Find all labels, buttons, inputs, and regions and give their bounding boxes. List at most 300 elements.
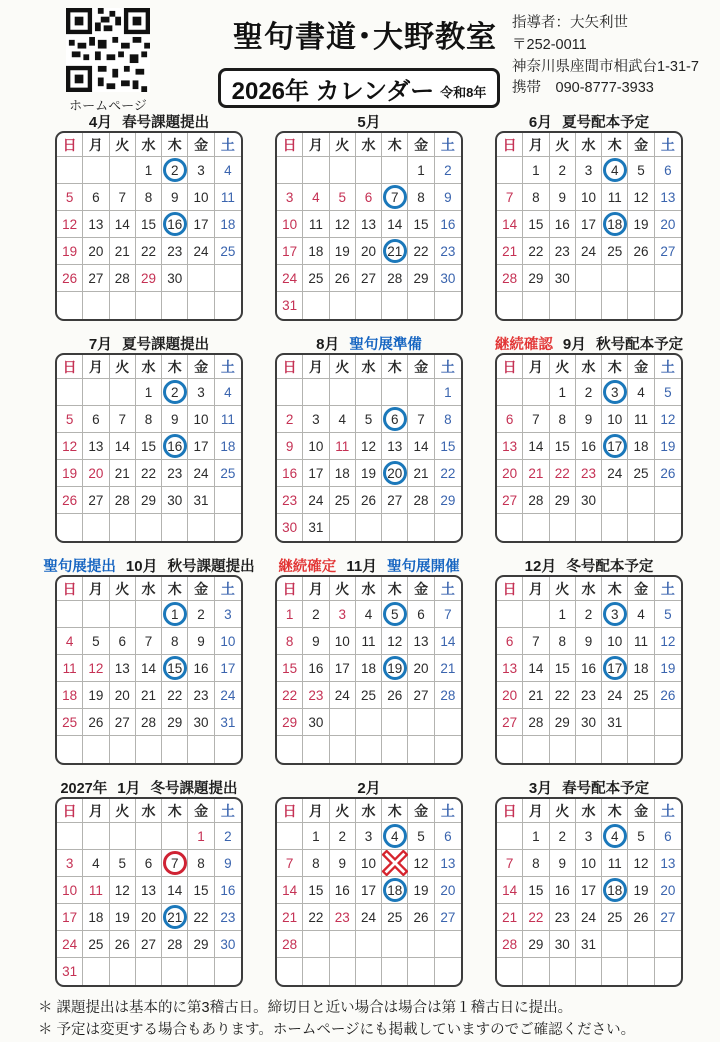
weekday-header: 木 — [602, 577, 628, 601]
calendar-cell — [655, 709, 681, 736]
calendar-cell — [330, 514, 356, 541]
day-number: 7 — [285, 855, 294, 871]
calendar-2027-02 — [275, 797, 463, 987]
calendar-grid — [497, 799, 681, 985]
calendar-cell — [110, 460, 136, 487]
day-number: 28 — [440, 687, 456, 703]
calendar-cell — [330, 958, 356, 985]
day-number: 26 — [62, 270, 78, 286]
weekday-header: 日 — [57, 799, 83, 823]
day-number: 28 — [502, 270, 518, 286]
day-number: 8 — [417, 189, 425, 205]
day-number: 22 — [554, 465, 570, 481]
day-number: 9 — [584, 633, 593, 649]
calendar-cell — [57, 850, 83, 877]
calendar-cell — [330, 460, 356, 487]
calendar-2026-10 — [55, 575, 243, 765]
day-number: 18 — [220, 216, 236, 232]
calendar-cell — [188, 823, 214, 850]
year-box-text: 2026年 カレンダー — [231, 77, 435, 105]
day-number: 20 — [502, 465, 518, 481]
calendar-cell — [576, 292, 602, 319]
calendar-cell — [356, 628, 382, 655]
calendar-cell — [628, 628, 654, 655]
calendar-cell — [497, 460, 523, 487]
day-number: 14 — [114, 216, 130, 232]
calendar-cell — [188, 487, 214, 514]
month-label: 5月 — [357, 114, 381, 131]
calendar-cell — [303, 850, 329, 877]
calendar-cell — [83, 487, 109, 514]
weekday-header: 土 — [215, 355, 241, 379]
day-number: 30 — [308, 714, 324, 730]
weekday-header: 水 — [576, 355, 602, 379]
calendar-cell — [277, 958, 303, 985]
day-number: 2 — [584, 606, 593, 622]
calendar-cell — [356, 850, 382, 877]
day-number: 8 — [144, 411, 153, 427]
calendar-cell — [408, 601, 434, 628]
day-number: 20 — [387, 465, 403, 481]
calendar-cell — [215, 601, 241, 628]
calendar-cell — [382, 823, 408, 850]
day-number: 27 — [114, 714, 130, 730]
day-number: 25 — [62, 714, 78, 730]
day-number: 4 — [224, 384, 232, 400]
calendar-cell — [497, 433, 523, 460]
month-header-2026-07 — [55, 334, 243, 353]
day-number: 8 — [285, 633, 294, 649]
calendar-cell — [435, 850, 461, 877]
calendar-cell — [628, 460, 654, 487]
month-note: 春号課題提出 — [122, 115, 210, 131]
day-number: 30 — [554, 936, 570, 952]
calendar-cell — [602, 709, 628, 736]
day-number: 28 — [114, 492, 130, 508]
month-header-2026-09 — [495, 334, 683, 353]
calendar-cell — [277, 292, 303, 319]
calendar-cell — [550, 460, 576, 487]
calendar-cell — [550, 709, 576, 736]
calendar-cell — [408, 682, 434, 709]
day-number: 29 — [167, 714, 183, 730]
contact-instructor: 指導者：大矢利世 — [512, 15, 628, 31]
day-number: 28 — [282, 936, 298, 952]
day-number: 14 — [413, 438, 429, 454]
calendar-cell — [655, 265, 681, 292]
day-number: 30 — [193, 714, 209, 730]
day-number: 26 — [88, 714, 104, 730]
weekday-header: 土 — [435, 133, 461, 157]
calendar-cell — [83, 433, 109, 460]
calendar-cell — [356, 736, 382, 763]
calendar-cell — [303, 628, 329, 655]
calendar-cell — [382, 514, 408, 541]
day-number: 29 — [193, 936, 209, 952]
calendar-cell — [576, 406, 602, 433]
day-number: 10 — [62, 882, 78, 898]
calendar-cell — [215, 433, 241, 460]
calendar-cell — [303, 184, 329, 211]
calendar-cell — [303, 958, 329, 985]
day-number: 8 — [171, 633, 179, 649]
day-number: 28 — [387, 270, 403, 286]
calendar-cell — [277, 238, 303, 265]
calendar-cell — [83, 292, 109, 319]
calendar-cell — [408, 157, 434, 184]
calendar-cell — [215, 823, 241, 850]
calendar-cell — [435, 379, 461, 406]
weekday-header: 土 — [655, 133, 681, 157]
calendar-cell — [83, 931, 109, 958]
day-number: 15 — [413, 216, 429, 232]
calendar-cell — [330, 736, 356, 763]
calendar-cell — [497, 736, 523, 763]
month-2026-09 — [495, 334, 683, 543]
calendar-cell — [330, 904, 356, 931]
day-number: 11 — [361, 633, 376, 649]
weekday-header: 土 — [435, 577, 461, 601]
calendar-cell — [330, 157, 356, 184]
day-number: 12 — [660, 411, 676, 427]
calendar-cell — [550, 877, 576, 904]
calendar-cell — [162, 406, 188, 433]
calendar-cell — [330, 823, 356, 850]
day-number: 28 — [140, 714, 156, 730]
calendar-cell — [57, 682, 83, 709]
calendar-cell — [83, 958, 109, 985]
day-number: 4 — [92, 855, 100, 871]
calendar-cell — [408, 823, 434, 850]
calendar-cell — [277, 514, 303, 541]
calendar-2026-07 — [55, 353, 243, 543]
day-number: 21 — [282, 909, 298, 925]
day-number: 31 — [62, 964, 78, 979]
calendar-cell — [57, 655, 83, 682]
day-number: 17 — [308, 465, 324, 481]
calendar-cell — [162, 904, 188, 931]
calendar-cell — [602, 850, 628, 877]
calendar-cell — [576, 904, 602, 931]
calendar-cell — [408, 211, 434, 238]
calendar-cell — [576, 931, 602, 958]
calendar-cell — [136, 628, 162, 655]
day-number: 17 — [607, 660, 623, 676]
day-number: 31 — [220, 714, 236, 730]
calendar-cell — [523, 709, 549, 736]
qr-code — [66, 8, 150, 92]
day-number: 18 — [334, 465, 350, 481]
calendar-cell — [655, 379, 681, 406]
day-number: 20 — [660, 882, 676, 898]
calendar-cell — [435, 655, 461, 682]
calendar-cell — [136, 877, 162, 904]
day-number: 11 — [335, 438, 350, 454]
day-number: 30 — [167, 492, 183, 508]
day-number: 16 — [554, 882, 570, 898]
day-number: 13 — [660, 189, 676, 205]
calendar-cell — [330, 628, 356, 655]
calendar-cell — [628, 877, 654, 904]
day-number: 7 — [118, 411, 126, 427]
month-note: 聖句展準備 — [349, 337, 422, 353]
calendar-cell — [655, 655, 681, 682]
calendar-cell — [136, 433, 162, 460]
day-number: 19 — [114, 909, 130, 925]
day-number: 3 — [611, 384, 619, 400]
day-number: 3 — [197, 162, 205, 178]
calendar-cell — [382, 265, 408, 292]
weekday-header: 水 — [576, 133, 602, 157]
day-number: 2 — [285, 411, 294, 427]
calendar-cell — [57, 379, 83, 406]
calendar-cell — [655, 958, 681, 985]
day-number: 29 — [440, 492, 456, 508]
calendar-cell — [136, 736, 162, 763]
day-number: 19 — [660, 438, 676, 454]
day-number: 29 — [554, 714, 570, 730]
calendar-cell — [277, 850, 303, 877]
day-number: 23 — [167, 243, 183, 259]
calendar-cell — [110, 682, 136, 709]
calendar-grid — [497, 355, 681, 541]
day-number: 13 — [413, 633, 429, 649]
day-number: 22 — [308, 909, 324, 925]
calendar-cell — [356, 292, 382, 319]
calendar-cell — [497, 514, 523, 541]
calendar-cell — [57, 931, 83, 958]
calendar-cell — [162, 265, 188, 292]
calendar-cell — [215, 904, 241, 931]
day-number: 24 — [62, 936, 78, 952]
day-number: 14 — [282, 882, 298, 898]
calendar-cell — [602, 157, 628, 184]
day-number: 8 — [312, 855, 320, 871]
calendar-cell — [655, 406, 681, 433]
day-number: 8 — [558, 633, 566, 649]
weekday-header: 土 — [435, 799, 461, 823]
calendar-cell — [110, 850, 136, 877]
calendar-cell — [408, 877, 434, 904]
calendar-cell — [356, 514, 382, 541]
calendar-cell — [136, 292, 162, 319]
calendar-cell — [602, 877, 628, 904]
day-number: 11 — [607, 189, 622, 205]
calendar-cell — [136, 460, 162, 487]
calendar-cell — [136, 487, 162, 514]
calendar-cell — [356, 460, 382, 487]
calendar-cell — [497, 709, 523, 736]
calendar-cell — [330, 184, 356, 211]
calendar-cell — [523, 850, 549, 877]
weekday-header: 水 — [356, 577, 382, 601]
calendar-cell — [57, 487, 83, 514]
day-number: 31 — [607, 714, 623, 730]
month-header-2026-11 — [275, 556, 463, 575]
calendar-cell — [408, 514, 434, 541]
day-number: 16 — [282, 465, 298, 481]
calendar-cell — [83, 601, 109, 628]
calendar-cell — [215, 736, 241, 763]
calendar-cell — [435, 265, 461, 292]
calendar-cell — [136, 682, 162, 709]
day-number: 2 — [171, 162, 179, 178]
day-number: 3 — [312, 411, 320, 427]
weekday-header: 火 — [330, 799, 356, 823]
day-number: 19 — [660, 660, 676, 676]
calendar-cell — [136, 265, 162, 292]
day-number: 9 — [171, 411, 179, 427]
calendar-cell — [136, 655, 162, 682]
day-number: 15 — [554, 438, 570, 454]
calendar-cell — [162, 238, 188, 265]
day-number: 14 — [440, 633, 456, 649]
calendar-cell — [303, 211, 329, 238]
month-note: 秋号課題提出 — [167, 559, 255, 575]
calendar-cell — [330, 877, 356, 904]
calendar-cell — [277, 601, 303, 628]
weekday-header: 火 — [550, 799, 576, 823]
calendar-cell — [162, 211, 188, 238]
calendar-cell — [162, 823, 188, 850]
calendar-cell — [83, 682, 109, 709]
calendar-cell — [83, 628, 109, 655]
calendar-cell — [57, 292, 83, 319]
calendar-cell — [162, 850, 188, 877]
day-number: 15 — [140, 216, 156, 232]
day-number: 31 — [308, 520, 324, 535]
day-number: 15 — [528, 216, 544, 232]
calendar-cell — [188, 931, 214, 958]
month-label: 2月 — [357, 780, 381, 797]
calendar-cell — [435, 709, 461, 736]
calendar-cell — [215, 406, 241, 433]
calendar-cell — [550, 958, 576, 985]
calendar-cell — [655, 823, 681, 850]
calendar-cell — [215, 850, 241, 877]
calendar-cell — [330, 682, 356, 709]
month-header-2027-02 — [275, 778, 463, 797]
day-number: 22 — [440, 465, 456, 481]
calendar-cell — [57, 406, 83, 433]
calendar-cell — [550, 238, 576, 265]
day-number: 15 — [193, 882, 209, 898]
day-number: 19 — [413, 882, 429, 898]
weekday-header: 木 — [162, 355, 188, 379]
calendar-cell — [497, 487, 523, 514]
calendar-cell — [523, 682, 549, 709]
day-number: 10 — [607, 411, 623, 427]
calendar-cell — [356, 487, 382, 514]
weekday-header: 土 — [215, 133, 241, 157]
day-number: 12 — [633, 855, 649, 871]
calendar-cell — [330, 265, 356, 292]
calendar-cell — [215, 931, 241, 958]
day-number: 16 — [193, 660, 209, 676]
day-number: 1 — [197, 828, 205, 844]
calendar-cell — [382, 958, 408, 985]
day-number: 11 — [308, 216, 323, 232]
calendar-2026-09 — [495, 353, 683, 543]
calendar-cell — [602, 406, 628, 433]
day-number: 12 — [334, 216, 350, 232]
day-number: 19 — [633, 216, 649, 232]
day-number: 6 — [391, 411, 399, 427]
calendar-cell — [356, 211, 382, 238]
day-number: 21 — [528, 687, 544, 703]
calendar-cell — [382, 406, 408, 433]
day-number: 1 — [532, 828, 540, 844]
calendar-cell — [435, 682, 461, 709]
day-number: 7 — [171, 855, 179, 871]
day-number: 17 — [220, 660, 236, 676]
calendar-cell — [57, 265, 83, 292]
calendar-cell — [83, 184, 109, 211]
day-number: 1 — [532, 162, 540, 178]
calendar-cell — [602, 682, 628, 709]
calendar-cell — [162, 682, 188, 709]
day-number: 16 — [580, 660, 596, 676]
calendar-cell — [408, 460, 434, 487]
calendar-cell — [523, 877, 549, 904]
calendar-cell — [303, 655, 329, 682]
calendar-cell — [602, 433, 628, 460]
day-number: 9 — [584, 411, 593, 427]
calendar-cell — [215, 238, 241, 265]
day-number: 21 — [114, 465, 130, 481]
day-number: 18 — [633, 438, 649, 454]
calendar-cell — [188, 736, 214, 763]
day-number: 1 — [285, 606, 294, 622]
day-number: 4 — [611, 162, 619, 178]
calendar-cell — [83, 823, 109, 850]
day-number: 12 — [114, 882, 130, 898]
month-2026-04 — [55, 112, 243, 321]
day-number: 6 — [505, 633, 514, 649]
footer-note-1: ＊ 課題提出は基本的に第3稽古日。締切日と近い場合は場合は第１稽古日に提出。 — [38, 1000, 573, 1016]
calendar-cell — [330, 601, 356, 628]
month-label: 3月 — [528, 780, 553, 797]
weekday-header: 木 — [602, 133, 628, 157]
weekday-header: 水 — [136, 133, 162, 157]
calendar-cell — [110, 211, 136, 238]
calendar-cell — [162, 379, 188, 406]
calendar-cell — [523, 157, 549, 184]
calendar-cell — [330, 655, 356, 682]
calendar-cell — [602, 958, 628, 985]
day-number: 25 — [387, 909, 403, 925]
calendar-cell — [602, 931, 628, 958]
calendar-cell — [277, 487, 303, 514]
day-number: 12 — [387, 633, 403, 649]
calendar-cell — [435, 433, 461, 460]
calendar-cell — [303, 406, 329, 433]
calendar-cell — [303, 433, 329, 460]
calendar-cell — [382, 736, 408, 763]
weekday-header: 金 — [408, 355, 434, 379]
day-number: 23 — [554, 909, 570, 925]
calendar-cell — [628, 736, 654, 763]
calendar-cell — [330, 433, 356, 460]
day-number: 5 — [65, 411, 74, 427]
day-number: 25 — [633, 687, 649, 703]
day-number: 3 — [338, 606, 346, 622]
day-number: 29 — [554, 492, 570, 508]
day-number: 5 — [664, 384, 672, 400]
calendar-cell — [188, 958, 214, 985]
calendar-cell — [628, 487, 654, 514]
calendar-cell — [330, 292, 356, 319]
